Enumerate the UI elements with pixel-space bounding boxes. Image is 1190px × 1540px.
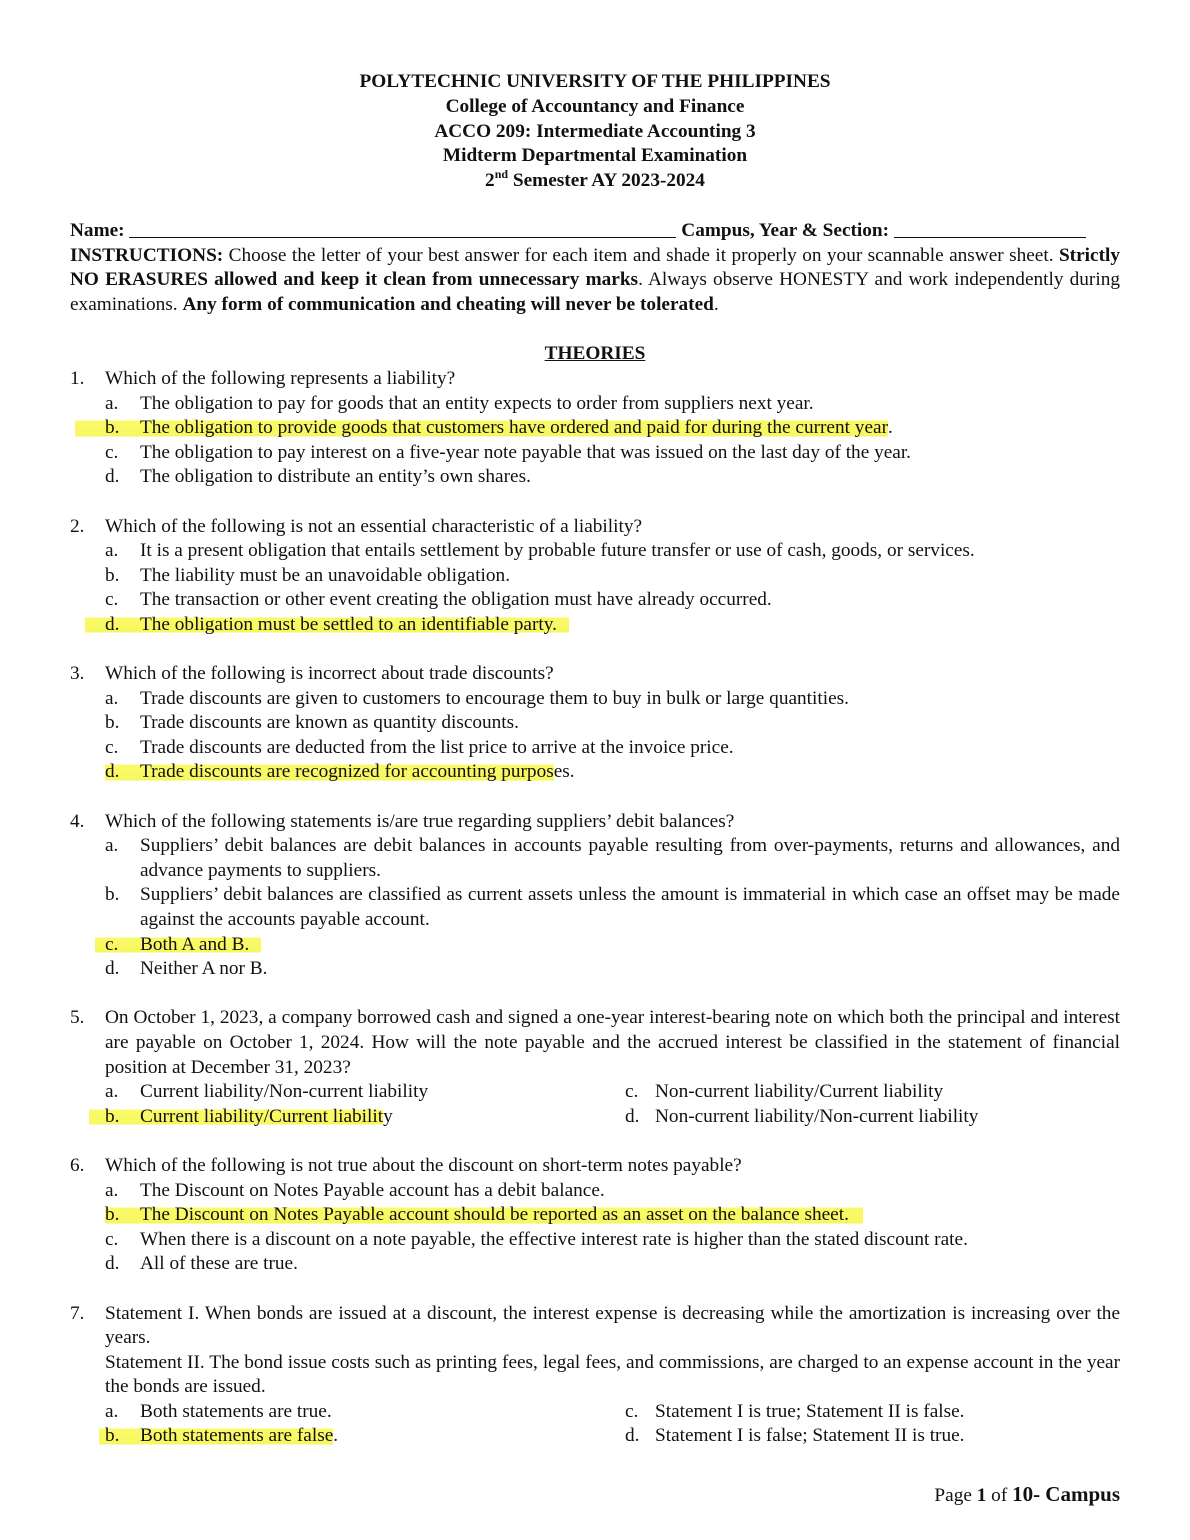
choice-text: Current liability/Non-current liability [140, 1081, 429, 1103]
choice-letter: d. [105, 761, 120, 783]
choice-text: The transaction or other event creating the obligation must have already occurred. [140, 589, 772, 611]
choice [105, 465, 1120, 490]
choice-text: The obligation to pay for goods that an entity expects to order from suppliers next year. [140, 392, 814, 414]
question-number: 3. [70, 663, 85, 685]
campus-blank [894, 219, 1086, 238]
choice [105, 711, 1120, 736]
choice [105, 687, 1120, 712]
question-text: Which of the following is not an essential characteristic of a liability? [105, 515, 643, 537]
choice-text: Current liability/Current liabilit [140, 1105, 384, 1127]
question [70, 367, 1120, 490]
choice-letter: d. [625, 1425, 640, 1447]
choice-text: Both A and B. [140, 933, 250, 955]
instructions [70, 244, 1120, 318]
name-label: Name: [70, 219, 125, 241]
choice-letter: c. [105, 589, 119, 611]
question-number: 5. [70, 1007, 85, 1029]
university-name: POLYTECHNIC UNIVERSITY OF THE PHILIPPINES [359, 71, 831, 92]
question [70, 1154, 1120, 1277]
instructions-text: . [713, 293, 719, 315]
choice-text: Non-current liability/Current liability [655, 1081, 944, 1103]
choice-tail: . [888, 417, 893, 439]
choice [105, 441, 1120, 466]
question-text: Which of the following statements is/are true regarding suppliers’ debit balances? [105, 810, 735, 832]
choice [625, 1400, 1120, 1425]
choice-letter: a. [105, 835, 119, 857]
choice-letter: d. [105, 958, 120, 980]
question [70, 810, 1120, 982]
choice-letter: c. [105, 736, 119, 758]
exam-title: Midterm Departmental Examination [442, 145, 748, 167]
choice-text: The obligation to pay interest on a five-year note payable that was issued on the last day of the year. [140, 441, 912, 463]
page-footer [934, 1482, 1120, 1507]
choice-text: The liability must be an unavoidable obligation. [140, 564, 511, 586]
question-text: Which of the following represents a liability? [105, 367, 456, 389]
instructions-text: . Always observe HONESTY and work independently during examinations. [70, 269, 1120, 315]
choice-letter: b. [105, 1204, 120, 1226]
choice [105, 588, 1120, 613]
choice-text: Suppliers’ debit balances are classified as current assets unless the amount is immaterial in which case an offset may be made against the accounts payable account. [140, 884, 1120, 931]
choice-text: Non-current liability/Non-current liability [655, 1105, 979, 1127]
choice-text: Statement I is false; Statement II is true. [655, 1425, 965, 1447]
choice [625, 1080, 1120, 1105]
choice-text: Trade discounts are deducted from the list price to arrive at the invoice price. [140, 736, 734, 758]
choice [105, 1252, 1120, 1277]
choice-answer [105, 1105, 625, 1130]
choice-letter: b. [105, 417, 120, 439]
choice [105, 1228, 1120, 1253]
choice-letter: c. [625, 1081, 639, 1103]
question-number: 4. [70, 810, 85, 832]
choice-letter: a. [105, 540, 119, 562]
semester-number: 2 [485, 170, 495, 192]
choice-letter: d. [105, 613, 120, 635]
footer-page-number: 1 [976, 1485, 987, 1506]
choice-text: It is a present obligation that entails settlement by probable future transfer or use of cash, goods, or services. [140, 540, 975, 562]
choice-letter: a. [105, 1179, 119, 1201]
instructions-text: Choose the letter of your best answer for each item and shade it properly on your scannable answer sheet. [223, 244, 1059, 266]
question-number: 2. [70, 515, 85, 537]
choice [105, 539, 1120, 564]
question-number: 6. [70, 1154, 85, 1176]
college-name: College of Accountancy and Finance [445, 95, 745, 117]
choice-text: Both statements are true. [140, 1400, 332, 1422]
semester-line [70, 166, 1120, 194]
choice-answer [105, 613, 1120, 638]
choice-text: The obligation to provide goods that customers have ordered and paid for during the current year [140, 417, 888, 439]
instructions-no-erasures: Strictly NO ERASURES allowed and keep it clean from unnecessary marks [70, 244, 1120, 291]
question-number: 7. [70, 1302, 85, 1324]
question [70, 1006, 1120, 1129]
exam-header [70, 70, 1120, 194]
choice-letter: d. [105, 466, 120, 488]
choice-letter: c. [105, 1228, 119, 1250]
choice-answer [105, 1424, 625, 1449]
instructions-no-cheating: Any form of communication and cheating will never be tolerated [182, 293, 714, 315]
choice-letter: d. [625, 1105, 640, 1127]
choice-letter: b. [105, 712, 120, 734]
choice-letter: b. [105, 1105, 120, 1127]
footer-page-label: Page [934, 1485, 977, 1506]
question-text: Statement I. When bonds are issued at a discount, the interest expense is decreasing while the amortization is increasing over the years. [105, 1302, 1120, 1349]
choice-letter: a. [105, 687, 119, 709]
choice-tail: . [333, 1425, 339, 1447]
choice-text: The obligation to distribute an entity’s own shares. [140, 466, 531, 488]
question-text: Which of the following is incorrect about trade discounts? [105, 663, 554, 685]
choice-text: Trade discounts are known as quantity discounts. [140, 712, 519, 734]
choice-text: All of these are true. [140, 1253, 298, 1275]
choice-text: Trade discounts are recognized for accounting purpos [140, 761, 554, 783]
choice-letter: a. [105, 1081, 119, 1103]
semester-text: Semester AY 2023-2024 [508, 170, 705, 192]
choice [105, 564, 1120, 589]
campus-label: Campus, Year & Section: [681, 219, 890, 241]
choice-text: When there is a discount on a note payable, the effective interest rate is higher than the stated discount rate. [140, 1228, 968, 1250]
choice-letter: d. [105, 1253, 120, 1275]
choice-text: Trade discounts are given to customers to encourage them to buy in bulk or large quantities. [140, 687, 849, 709]
footer-total-pages: 10- Campus [1012, 1482, 1120, 1506]
choice-letter: c. [105, 441, 119, 463]
course-title: ACCO 209: Intermediate Accounting 3 [434, 120, 756, 142]
choice [105, 392, 1120, 417]
choice [625, 1424, 1120, 1449]
choice-letter: a. [105, 392, 119, 414]
choice-text: Statement I is true; Statement II is false. [655, 1400, 965, 1422]
footer-of-label: of [986, 1485, 1013, 1506]
choice-answer [105, 1203, 1120, 1228]
choice-answer [105, 416, 1120, 441]
choice-text: The Discount on Notes Payable account has a debit balance. [140, 1179, 605, 1201]
choice-text: The Discount on Notes Payable account should be reported as an asset on the balance sheet. [140, 1204, 849, 1226]
choice-text: The obligation must be settled to an identifiable party. [140, 613, 557, 635]
choice [625, 1105, 1120, 1130]
choice [105, 957, 1120, 982]
choice-text: Suppliers’ debit balances are debit balances in accounts payable resulting from over-payments, returns and allowances, and advance payments to suppliers. [140, 835, 1120, 881]
question-text-2: Statement II. The bond issue costs such as printing fees, legal fees, and commissions, are charged to an expense account in the year the bonds are issued. [105, 1351, 1120, 1398]
question-text: On October 1, 2023, a company borrowed cash and signed a one-year interest-bearing note on which both the principal and interest are payable on October 1, 2024. How will the note payable and the accrued interest be classified in the statement of financial position at December 31, 2023? [105, 1007, 1120, 1078]
name-blank [129, 219, 676, 238]
choice [105, 834, 1120, 883]
choice-tail: es. [553, 761, 575, 783]
choice-letter: b. [105, 1425, 120, 1447]
choice-text: Both statements are false [140, 1425, 334, 1447]
choice-answer [105, 933, 1120, 958]
choice-letter: b. [105, 564, 120, 586]
name-line [70, 217, 1120, 244]
semester-suffix: nd [494, 166, 509, 181]
choice [105, 1080, 625, 1105]
question [70, 662, 1120, 785]
question-text: Which of the following is not true about the discount on short-term notes payable? [105, 1154, 742, 1176]
choice-answer [105, 760, 1120, 785]
exam-page [70, 70, 1120, 1474]
choice-letter: a. [105, 1400, 119, 1422]
section-title: THEORIES [544, 343, 646, 365]
choice-letter: b. [105, 884, 120, 906]
choice-tail: y [383, 1105, 393, 1127]
question [70, 515, 1120, 638]
choice-text: Neither A nor B. [140, 958, 268, 980]
choice-letter: c. [105, 933, 119, 955]
question [70, 1302, 1120, 1450]
question-number: 1. [70, 367, 85, 389]
instructions-label: INSTRUCTIONS: [70, 244, 224, 266]
choice [105, 883, 1120, 932]
choice [105, 1179, 1120, 1204]
choice [105, 736, 1120, 761]
choice [105, 1400, 625, 1425]
choice-letter: c. [625, 1400, 639, 1422]
